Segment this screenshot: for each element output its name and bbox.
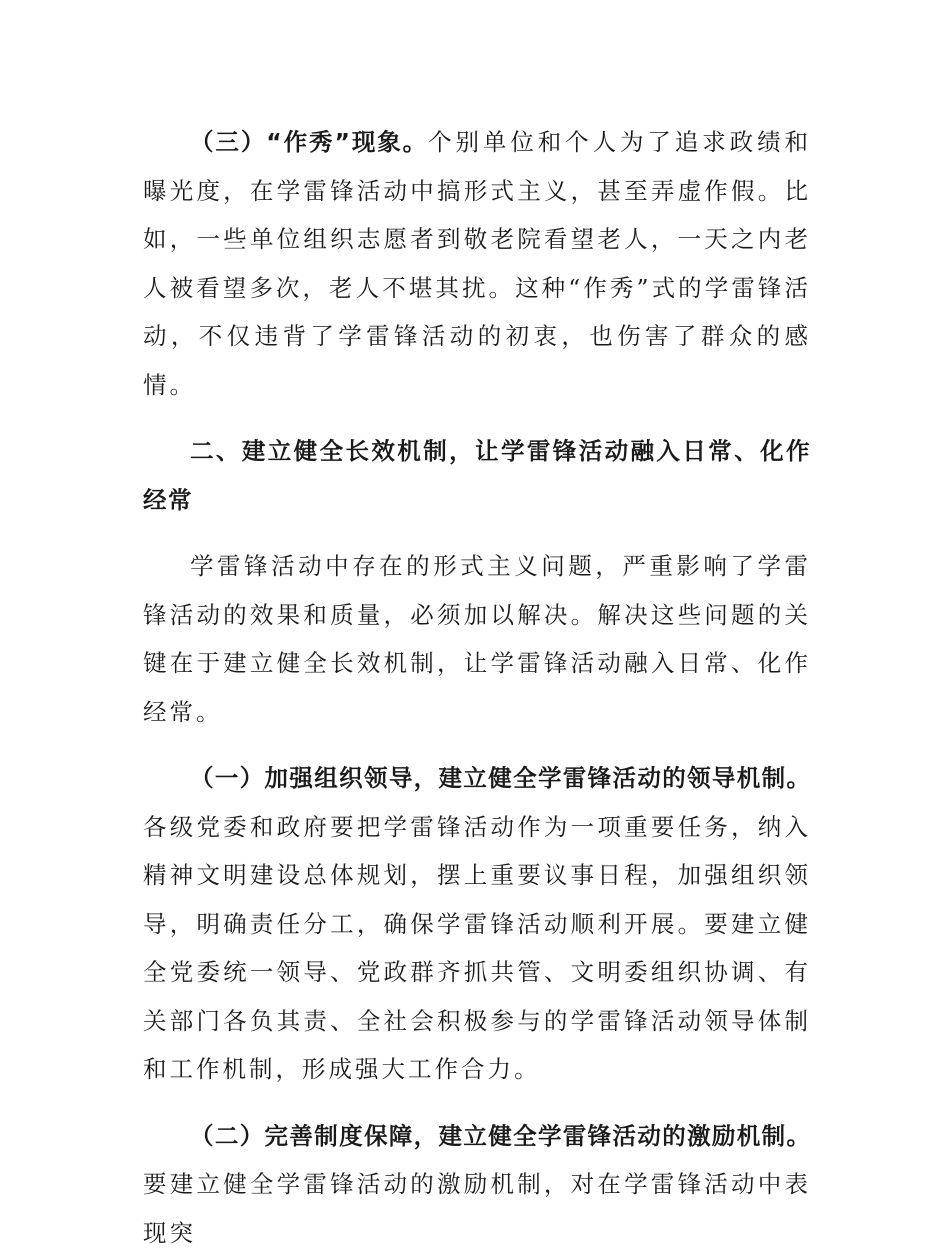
- document-page: [143, 118, 811, 1257]
- paragraph-showoff-phenomenon: [143, 118, 811, 409]
- paragraph-body: 各级党委和政府要把学雷锋活动作为一项重要任务，纳入精神文明建设总体规划，摆上重要议事日程，加强组织领导，明确责任分工，确保学雷锋活动顺利开展。要建立健全党委统一领导、党政群齐抓共管、文明委组织协调、有关部门各负其责、全社会积极参与的学雷锋活动领导体制和工作机制，形成强大工作合力。: [143, 813, 811, 1084]
- paragraph-incentive-mechanism: [143, 1112, 811, 1257]
- paragraph-body: 个别单位和个人为了追求政绩和曝光度，在学雷锋活动中搞形式主义，甚至弄虚作假。比如，一些单位组织志愿者到敬老院看望老人，一天之内老人被看望多次，老人不堪其扰。这种“作秀”式的学雷锋活动，不仅违背了学雷锋活动的初衷，也伤害了群众的感情。: [143, 128, 811, 399]
- paragraph-lead: （一）加强组织领导，建立健全学雷锋活动的领导机制。: [190, 764, 811, 792]
- paragraph-leadership-mechanism: [143, 754, 811, 1094]
- paragraph-lead: （三）“作秀”现象。: [190, 128, 428, 156]
- paragraph-intro: 学雷锋活动中存在的形式主义问题，严重影响了学雷锋活动的效果和质量，必须加以解决。解决这些问题的关键在于建立健全长效机制，让学雷锋活动融入日常、化作经常。: [143, 542, 811, 736]
- section-heading-2: 二、建立健全长效机制，让学雷锋活动融入日常、化作经常: [143, 427, 811, 524]
- paragraph-lead: （二）完善制度保障，建立健全学雷锋活动的激励机制。: [190, 1122, 811, 1150]
- paragraph-body: 要建立健全学雷锋活动的激励机制，对在学雷锋活动中表现突: [143, 1170, 811, 1247]
